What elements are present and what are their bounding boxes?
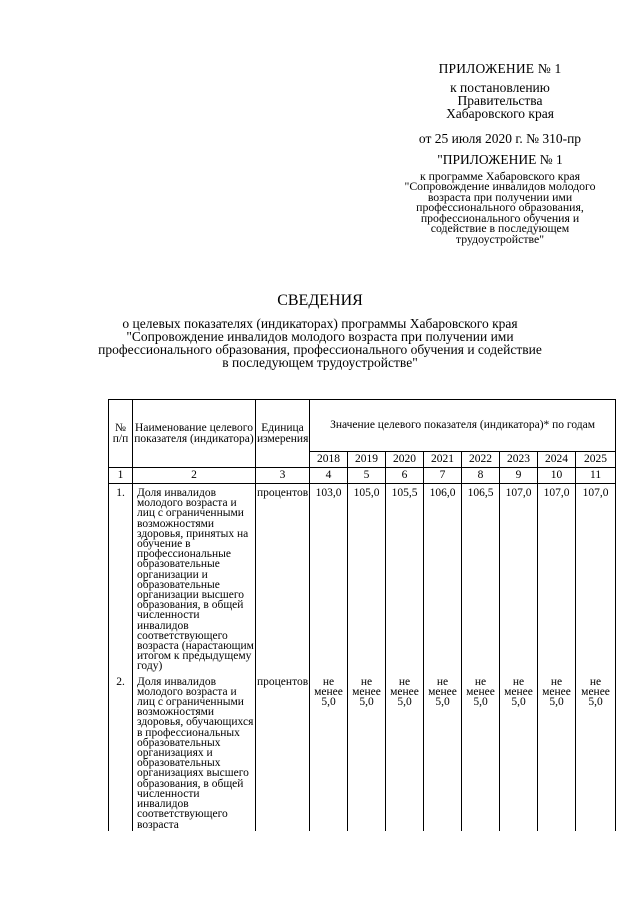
appendix-2-header [395,153,605,244]
indicator-name: Доля инвалидов молодого возраста и лиц с ограниченными возможностями здоровья, принятых на обучение в профессиональные образовательные организации и образовательные организации высшего образования, в общей численности инвалидов соответствующего возраста (нарастающим итогом к предыдущему году) [133,484,256,673]
indicator-unit: процентов [256,484,310,673]
header-column-number: 7 [424,468,462,484]
document-heading [60,293,580,369]
indicator-value: 107,0 [538,484,576,673]
appendix-1-line: Хабаровского края [446,105,554,121]
indicator-value: не менее 5,0 [348,673,386,831]
header-column-number: 1 [109,468,133,484]
heading-line: в последующем трудоустройстве" [222,355,418,370]
appendix-2-line: к программе Хабаровского края [419,168,581,183]
row-number: 1. [109,484,133,673]
appendix-2-line: содействие в последующем [430,221,570,235]
indicator-value: 106,0 [424,484,462,673]
indicator-value: не менее 5,0 [424,673,462,831]
heading-line: профессионального образования, профессионального обучения и содействие [98,342,542,357]
header-unit: Единица измерения [256,400,310,468]
heading-line: о целевых показателях (индикаторах) программы Хабаровского края [122,316,518,331]
header-column-number: 6 [386,468,424,484]
appendix-1-line: Правительства [457,92,543,108]
header-column-number: 4 [310,468,348,484]
table-row [109,484,616,673]
header-column-number: 8 [462,468,500,484]
indicator-value: не менее 5,0 [462,673,500,831]
indicator-value: 103,0 [310,484,348,673]
indicator-value: не менее 5,0 [500,673,538,831]
header-year: 2025 [576,452,616,468]
header-year: 2019 [348,452,386,468]
indicator-value: не менее 5,0 [538,673,576,831]
appendix-2-line: профессионального обучения и [420,210,580,225]
header-year: 2018 [310,452,348,468]
table-row [109,673,616,831]
header-column-number: 3 [256,468,310,484]
indicator-value: 107,0 [576,484,616,673]
header-colnums-row [109,468,616,484]
indicators-table [108,399,616,831]
appendix-2-line: трудоустройстве" [455,231,545,246]
appendix-2-line: возраста при получении ими [427,189,573,204]
header-value: Значение целевого показателя (индикатора)* по годам [310,400,616,452]
indicator-name: Доля инвалидов молодого возраста и лиц с ограниченными возможностями здоровья, обучающихся в профессиональных образовательных организациях и образовательных организациях высшего образования, в общей численности инвалидов соответствующего возраста [133,673,256,831]
indicator-value: не менее 5,0 [386,673,424,831]
header-year: 2023 [500,452,538,468]
row-number: 2. [109,673,133,831]
heading-line: "Сопровождение инвалидов молодого возраста при получении ими [126,329,514,344]
header-name: Наименование целевого показателя (индикатора) [133,400,256,468]
table-body [109,484,616,831]
appendix-1-date: от 25 июля 2020 г. № 310-пр [418,130,582,146]
indicator-value: 107,0 [500,484,538,673]
indicator-unit: процентов [256,673,310,831]
header-column-number: 5 [348,468,386,484]
indicator-value: не менее 5,0 [310,673,348,831]
header-year: 2022 [462,452,500,468]
header-year: 2021 [424,452,462,468]
indicator-value: 106,5 [462,484,500,673]
indicator-value: 105,0 [348,484,386,673]
header-column-number: 9 [500,468,538,484]
header-column-number: 2 [133,468,256,484]
appendix-2-line: "Сопровождение инвалидов молодого [404,179,596,193]
header-num: № п/п [109,400,133,468]
indicator-value: не менее 5,0 [576,673,616,831]
heading-title: СВЕДЕНИЯ [277,292,363,309]
header-year: 2024 [538,452,576,468]
header-column-number: 10 [538,468,576,484]
appendix-2-title: "ПРИЛОЖЕНИЕ № 1 [437,152,563,167]
header-year: 2020 [386,452,424,468]
appendix-1-line: к постановлению [450,79,550,95]
appendix-1-title: ПРИЛОЖЕНИЕ № 1 [438,61,562,76]
appendix-2-line: профессионального образования, [416,200,584,214]
header-column-number: 11 [576,468,616,484]
appendix-1-header [350,62,640,145]
indicator-value: 105,5 [386,484,424,673]
